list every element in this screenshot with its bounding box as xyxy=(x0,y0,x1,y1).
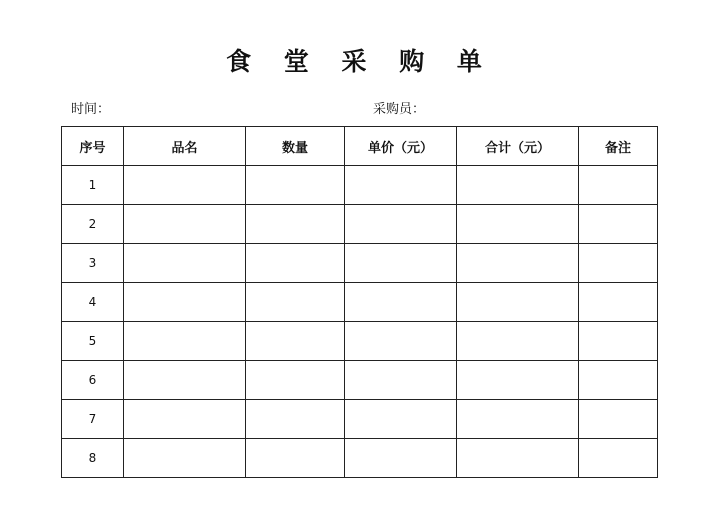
header-quantity: 数量 xyxy=(246,127,345,166)
total-cell xyxy=(457,361,579,400)
item-name-cell xyxy=(124,205,246,244)
unit-price-cell xyxy=(345,244,457,283)
row-index: 6 xyxy=(62,361,124,400)
unit-price-cell xyxy=(345,283,457,322)
total-cell xyxy=(457,322,579,361)
table-row xyxy=(62,361,658,400)
remarks-cell xyxy=(579,283,658,322)
table-row xyxy=(62,283,658,322)
page-title: 食 堂 采 购 单 xyxy=(226,47,494,76)
table-row xyxy=(62,166,658,205)
quantity-cell xyxy=(246,361,345,400)
header-remarks: 备注 xyxy=(579,127,658,166)
quantity-cell xyxy=(246,244,345,283)
header-unit-price: 单价（元） xyxy=(345,127,457,166)
unit-price-cell xyxy=(345,361,457,400)
unit-price-cell xyxy=(345,205,457,244)
table-row xyxy=(62,400,658,439)
time-label: 时间： xyxy=(71,102,111,117)
unit-price-cell xyxy=(345,400,457,439)
table-row xyxy=(62,244,658,283)
quantity-cell xyxy=(246,166,345,205)
row-index: 4 xyxy=(62,283,124,322)
quantity-cell xyxy=(246,439,345,478)
total-cell xyxy=(457,205,579,244)
row-index: 1 xyxy=(62,166,124,205)
item-name-cell xyxy=(124,166,246,205)
item-name-cell xyxy=(124,400,246,439)
row-index: 3 xyxy=(62,244,124,283)
item-name-cell xyxy=(124,322,246,361)
remarks-cell xyxy=(579,439,658,478)
unit-price-cell xyxy=(345,166,457,205)
table-row xyxy=(62,322,658,361)
item-name-cell xyxy=(124,283,246,322)
remarks-cell xyxy=(579,205,658,244)
table-row xyxy=(62,205,658,244)
header-item-name: 品名 xyxy=(124,127,246,166)
remarks-cell xyxy=(579,322,658,361)
row-index: 5 xyxy=(62,322,124,361)
header-row xyxy=(62,127,658,166)
quantity-cell xyxy=(246,205,345,244)
unit-price-cell xyxy=(345,439,457,478)
quantity-cell xyxy=(246,400,345,439)
buyer-label: 采购员： xyxy=(373,102,426,117)
total-cell xyxy=(457,439,579,478)
table-row xyxy=(62,439,658,478)
purchase-table xyxy=(61,126,658,478)
row-index: 2 xyxy=(62,205,124,244)
total-cell xyxy=(457,400,579,439)
remarks-cell xyxy=(579,244,658,283)
quantity-cell xyxy=(246,322,345,361)
item-name-cell xyxy=(124,244,246,283)
remarks-cell xyxy=(579,361,658,400)
item-name-cell xyxy=(124,439,246,478)
total-cell xyxy=(457,166,579,205)
remarks-cell xyxy=(579,400,658,439)
total-cell xyxy=(457,283,579,322)
item-name-cell xyxy=(124,361,246,400)
total-cell xyxy=(457,244,579,283)
quantity-cell xyxy=(246,283,345,322)
header-total: 合计（元） xyxy=(457,127,579,166)
row-index: 8 xyxy=(62,439,124,478)
unit-price-cell xyxy=(345,322,457,361)
header-index: 序号 xyxy=(62,127,124,166)
row-index: 7 xyxy=(62,400,124,439)
remarks-cell xyxy=(579,166,658,205)
